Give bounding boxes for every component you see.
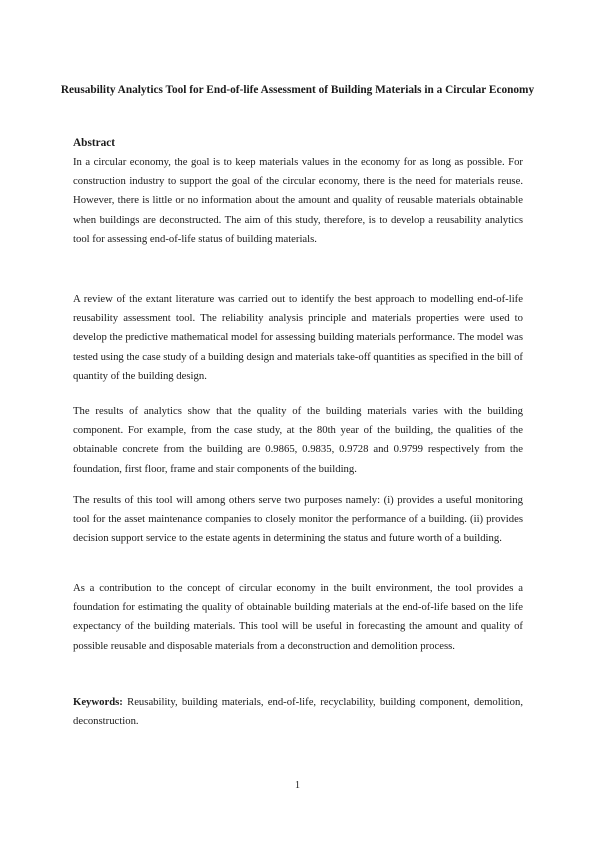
page-number: 1 <box>295 780 300 791</box>
abstract-paragraph-1: In a circular economy, the goal is to keep materials values in the economy for as long as possible. For construction industry to support the goal of the circular economy, there is the need for materials reuse. However, there is little or no information about the amount and quality of reusable materials obtainable when buildings are deconstructed. The aim of this study, therefore, is to develop a reusability analytics tool for assessing end-of-life status of building materials. <box>73 156 523 245</box>
keywords-label: Keywords: <box>73 696 123 708</box>
abstract-heading: Abstract <box>73 137 116 149</box>
keywords-text: Reusability, building materials, end-of-life, recyclability, building component, demolition, deconstruction. <box>73 696 523 728</box>
keywords-line <box>73 693 523 731</box>
abstract-paragraph-5: As a contribution to the concept of circular economy in the built environment, the tool provides a foundation for estimating the quality of obtainable building materials at the end-of-life based on the life expectancy of the building materials. This tool will be useful in forecasting the amount and quality of possible reusable and disposable materials from a deconstruction and demolition process. <box>73 582 523 652</box>
abstract-paragraph-3: The results of analytics show that the quality of the building materials varies with the building component. For example, from the case study, at the 80th year of the building, the qualities of the obtainable concrete from the building are 0.9865, 0.9835, 0.9728 and 0.9799 respectively from the foundation, first floor, frame and stair components of the building. <box>73 405 523 475</box>
abstract-paragraph-4: The results of this tool will among others serve two purposes namely: (i) provides a useful monitoring tool for the asset maintenance companies to closely monitor the performance of a building. (ii) provides decision support service to the estate agents in determining the status and future worth of a building. <box>73 494 523 545</box>
abstract-paragraph-2: A review of the extant literature was carried out to identify the best approach to modelling end-of-life reusability assessment tool. The reliability analysis principle and materials properties were used to develop the predictive mathematical model for assessing building materials performance. The model was tested using the case study of a building design and materials take-off quantities as specified in the bill of quantity of the building design. <box>73 293 523 382</box>
paper-title: Reusability Analytics Tool for End-of-life Assessment of Building Materials in a Circular Economy <box>60 84 535 96</box>
